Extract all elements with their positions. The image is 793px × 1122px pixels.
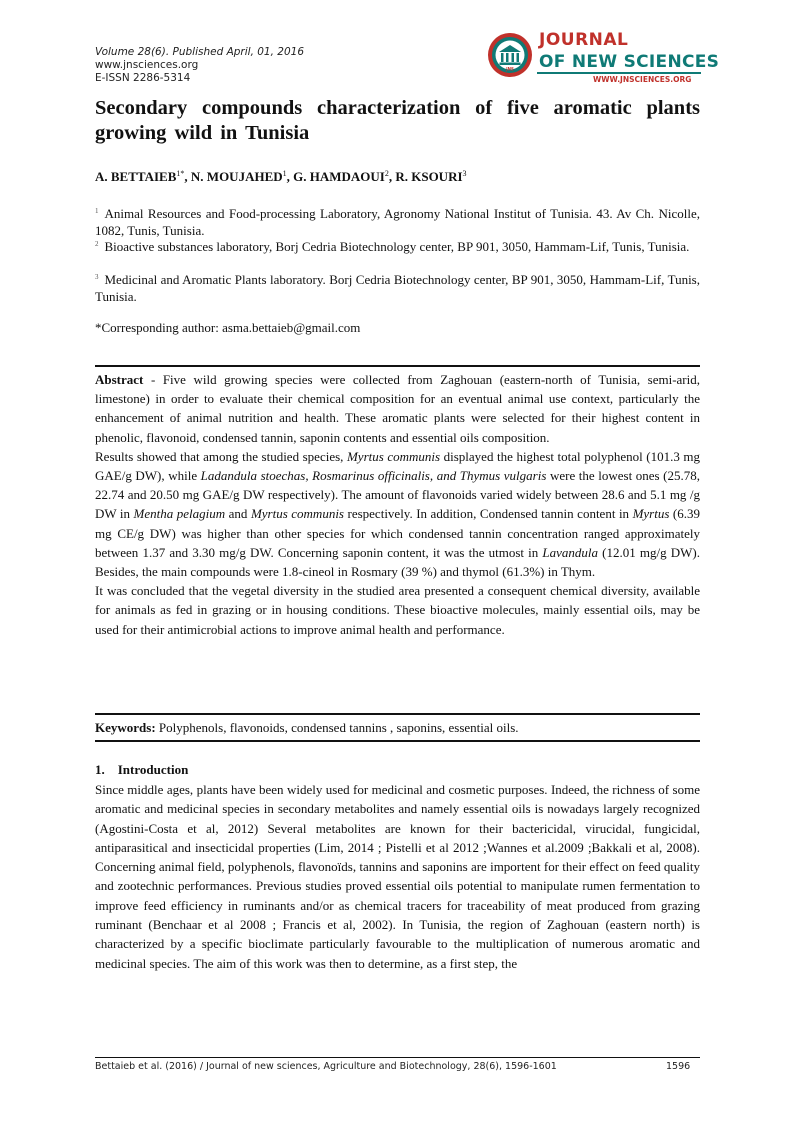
abstract-text: (12.01 mg/g DW). Besides, the main compounds were 1.8-cineol in Rosmary (39 %) and thymol (61.3%) in Thym. <box>95 544 700 580</box>
abstract-top-rule <box>95 365 700 367</box>
keywords-top-rule <box>95 713 700 715</box>
species-name: Mentha pelagium <box>133 506 226 522</box>
journal-logo <box>487 30 720 88</box>
seal-text: JNS <box>506 66 514 72</box>
species-name: Myrtus <box>632 506 670 522</box>
affiliation-number: 3 <box>95 273 99 281</box>
keywords-label: Keywords: <box>95 720 156 735</box>
affiliation-3 <box>95 269 700 305</box>
journal-meta <box>95 46 304 85</box>
paper-title: Secondary compounds characterization of five aromatic plants growing wild in Tunisia <box>95 97 700 144</box>
species-name: Myrtus communis <box>346 448 441 464</box>
keywords <box>95 720 700 736</box>
section-heading-introduction: 1. Introduction <box>95 762 189 777</box>
corresponding-author: *Corresponding author: asma.bettaieb@gmail.com <box>95 320 361 335</box>
footer-rule <box>95 1057 700 1058</box>
logo-line-new-sciences: OF NEW SCIENCES <box>539 52 720 72</box>
affiliation-1 <box>95 203 700 239</box>
page-number: 1596 <box>666 1061 691 1072</box>
species-name: Ladandula stoechas, Rosmarinus officinalis, and Thymus vulgaris <box>200 468 547 484</box>
logo-url: WWW.JNSCIENCES.ORG <box>593 75 692 84</box>
author-name: A. BETTAIEB <box>95 169 177 184</box>
abstract-paragraph-3: It was concluded that the vegetal diversity in the studied area presented a consequent chemical diversity, available for animals as fed in grazing or in housing conditions. These bioactive molecules, mainly essential oils, may be used for their antimicrobial actions to improve animal health and performance. <box>95 583 700 637</box>
abstract-text: Results showed that among the studied species, <box>95 448 347 464</box>
author-name: G. HAMDAOUI <box>293 169 385 184</box>
keywords-bottom-rule <box>95 740 700 742</box>
abstract-text: - Five wild growing species were collected from Zaghouan (eastern-north of Tunisia, semi-arid, limestone) in order to evaluate their chemical composition for an eventual animal use context, particularly the enhancement of animal nutrition and health. These aromatic plants were selected for their highest content in phenolic, flavonoid, condensed tannin, saponin contents and essential oils composition. <box>95 372 700 445</box>
affiliation-text: Medicinal and Aromatic Plants laboratory. Borj Cedria Biotechnology center, BP 901, 3050, Hammam-Lif, Tunis, Tunisia. <box>95 272 700 304</box>
author-affil-mark: 1* <box>176 169 185 178</box>
author-affil-mark: 3 <box>462 169 467 178</box>
abstract-paragraph-1 <box>95 370 700 447</box>
abstract-text: were the lowest ones (25.78, 22.74 and 20.50 mg GAE/g DW respectively). The amount of flavonoids varied widely between 28.6 and 5.1 mg /g DW in <box>95 468 700 522</box>
species-name: Myrtus communis <box>250 506 344 522</box>
abstract-text: respectively. In addition, Condensed tannin content in <box>344 506 633 522</box>
journal-website: www.jnsciences.org <box>95 59 199 71</box>
abstract-text: displayed the highest total polyphenol (101.3 mg GAE/g DW), while <box>95 448 700 484</box>
affiliation-2 <box>95 236 700 256</box>
logo-divider <box>537 72 701 74</box>
author-affil-mark: 1 <box>282 169 287 178</box>
introduction-body: Since middle ages, plants have been widely used for medicinal and cosmetic purposes. Indeed, the richness of some aromatic and medicinal species in secondary metabolites and namely essential oils is nowadays largely recognized (Agostini-Costa et al, 2012) Several metabolites are known for their bactericidal, virucidal, fungicidal, antiparasitical and insecticidal properties (Lim, 2014 ; Pistelli et al 2012 ;Wannes et al.2009 ;Bakkali et al, 2008). Concerning animal field, polyphenols, flavonoïds, tannins and saponins are importent for their effect on feed quality and zootechnic performances. Previous studies proved essential oils potential to manipulate rumen fermentation to improve feed efficiency in ruminants and/or as chemical tracers for traceability of meat produced from grazing ruminant (Benchaar et al 2008 ; Francis et al, 2002). In Tunisia, the region of Zaghouan (eastern north) is characterized by a specific bioclimate particularly favourable to the multiplication of numerous aromatic and medicinal species. The aim of this work was then to determine, as a first step, the <box>95 782 700 971</box>
footer-citation: Bettaieb et al. (2016) / Journal of new sciences, Agriculture and Biotechnology, 28(6), 1596-1601 <box>95 1061 557 1072</box>
abstract-text: and <box>225 506 251 522</box>
volume-line: Volume 28(6). Published April, 01, 2016 <box>95 46 305 58</box>
eissn: E-ISSN 2286-5314 <box>95 72 191 84</box>
affiliation-text: Bioactive substances laboratory, Borj Cedria Biotechnology center, BP 901, 3050, Hammam-Lif, Tunis, Tunisia. <box>104 239 690 254</box>
author-list: A. $BETTAIEB^{1*}$, N. MOUJAHED$^1$, G. HAMDAOUI$^2$, R. KSOURI$^3$ <box>95 169 467 184</box>
author-name: R. KSOURI <box>395 169 463 184</box>
author-affil-mark: 2 <box>384 169 389 178</box>
journal-seal-icon <box>487 32 533 78</box>
abstract-label: Abstract <box>95 372 144 387</box>
affiliation-text: Animal Resources and Food-processing Laboratory, Agronomy National Institut of Tunisia. 43. Av Ch. Nicolle, 1082, Tunis, Tunisia. <box>95 206 700 238</box>
abstract-text: (6.39 mg CE/g DW) was higher than other species for which condensed tannin concentration ranged approximately between 1.37 and 3.30 mg/g DW. Concerning saponin content, it was the utmost in <box>95 506 700 560</box>
abstract-block <box>95 370 700 639</box>
species-name: Lavandula <box>542 544 599 560</box>
affiliation-number: 2 <box>95 240 99 248</box>
keywords-text: Polyphenols, flavonoids, condensed tannins , saponins, essential oils. <box>155 720 519 735</box>
affiliation-number: 1 <box>95 207 99 215</box>
author-name: N. MOUJAHED <box>190 169 283 184</box>
logo-line-journal: JOURNAL <box>539 30 629 50</box>
abstract-paragraph-2 <box>95 447 700 581</box>
